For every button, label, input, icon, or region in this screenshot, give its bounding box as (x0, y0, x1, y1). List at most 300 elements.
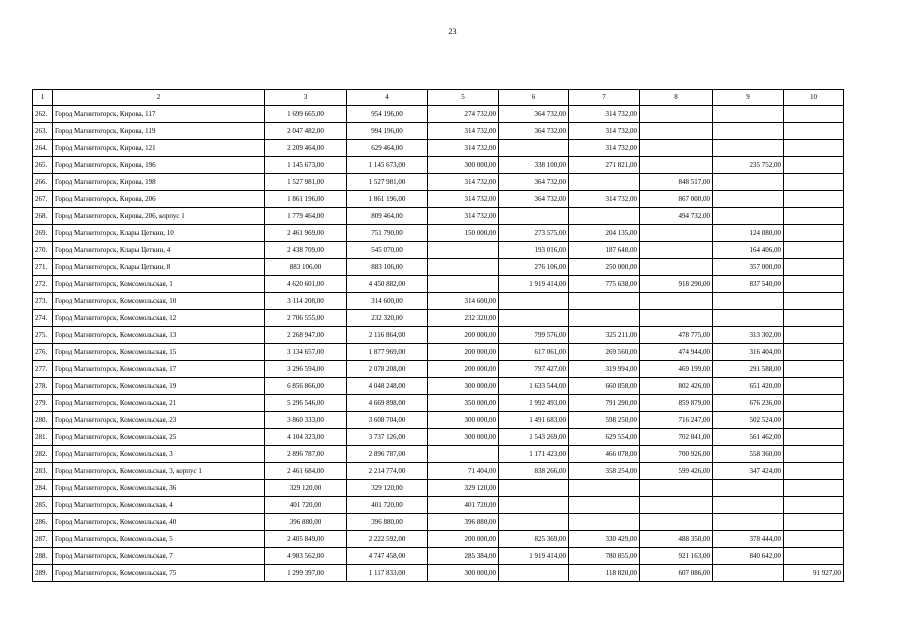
value-cell: 802 426,00 (640, 378, 713, 395)
row-index-cell: 281. (33, 429, 53, 446)
value-cell: 4 747 458,00 (347, 548, 428, 565)
value-cell (640, 242, 713, 259)
value-cell: 2 405 849,00 (265, 531, 347, 548)
row-index-cell: 266. (33, 174, 53, 191)
row-index-cell: 267. (33, 191, 53, 208)
value-cell (784, 497, 844, 514)
value-cell: 91 927,00 (784, 565, 844, 582)
table-row (33, 463, 844, 480)
table-row (33, 514, 844, 531)
table-row (33, 225, 844, 242)
value-cell: 840 642,00 (713, 548, 784, 565)
row-index-cell: 270. (33, 242, 53, 259)
value-cell (499, 497, 569, 514)
value-cell (784, 208, 844, 225)
column-header-5: 5 (428, 90, 499, 106)
value-cell (428, 259, 499, 276)
value-cell (784, 293, 844, 310)
value-cell: 6 856 866,00 (265, 378, 347, 395)
value-cell: 716 247,00 (640, 412, 713, 429)
value-cell: 751 790,00 (347, 225, 428, 242)
value-cell (569, 293, 640, 310)
value-cell: 1 491 683,00 (499, 412, 569, 429)
value-cell: 1 117 833,00 (347, 565, 428, 582)
address-cell: Город Магнитогорск, Кирова, 117 (53, 106, 265, 123)
row-index-cell: 284. (33, 480, 53, 497)
value-cell: 867 000,00 (640, 191, 713, 208)
value-cell: 1 527 981,00 (347, 174, 428, 191)
row-index-cell: 262. (33, 106, 53, 123)
value-cell: 2 461 684,00 (265, 463, 347, 480)
value-cell: 651 420,00 (713, 378, 784, 395)
value-cell: 1 543 269,00 (499, 429, 569, 446)
value-cell: 799 576,00 (499, 327, 569, 344)
value-cell: 2 116 864,00 (347, 327, 428, 344)
value-cell: 396 880,00 (265, 514, 347, 531)
row-index-cell: 279. (33, 395, 53, 412)
value-cell: 1 633 544,00 (499, 378, 569, 395)
value-cell: 269 560,00 (569, 344, 640, 361)
value-cell: 71 404,00 (428, 463, 499, 480)
table-row (33, 310, 844, 327)
value-cell: 4 669 898,00 (347, 395, 428, 412)
value-cell: 837 540,00 (713, 276, 784, 293)
value-cell: 357 000,00 (713, 259, 784, 276)
row-index-cell: 273. (33, 293, 53, 310)
address-cell: Город Магнитогорск, Кирова, 206 (53, 191, 265, 208)
value-cell: 313 302,00 (713, 327, 784, 344)
row-index-cell: 271. (33, 259, 53, 276)
table-row (33, 446, 844, 463)
value-cell (713, 191, 784, 208)
value-cell: 1 145 673,00 (265, 157, 347, 174)
value-cell: 1 919 414,00 (499, 276, 569, 293)
value-cell: 314 732,00 (569, 123, 640, 140)
value-cell (784, 344, 844, 361)
value-cell: 1 699 665,00 (265, 106, 347, 123)
row-index-cell: 274. (33, 310, 53, 327)
row-index-cell: 280. (33, 412, 53, 429)
value-cell: 124 080,00 (713, 225, 784, 242)
data-table (32, 89, 844, 582)
value-cell: 545 070,00 (347, 242, 428, 259)
value-cell: 4 450 882,00 (347, 276, 428, 293)
value-cell: 1 861 196,00 (265, 191, 347, 208)
value-cell (784, 514, 844, 531)
value-cell (713, 208, 784, 225)
value-cell: 232 320,00 (347, 310, 428, 327)
value-cell: 3 737 126,00 (347, 429, 428, 446)
value-cell: 5 296 546,00 (265, 395, 347, 412)
value-cell: 316 404,00 (713, 344, 784, 361)
value-cell: 193 016,00 (499, 242, 569, 259)
column-header-4: 4 (347, 90, 428, 106)
table-row (33, 548, 844, 565)
value-cell (784, 276, 844, 293)
value-cell: 401 720,00 (347, 497, 428, 514)
row-index-cell: 285. (33, 497, 53, 514)
value-cell: 3 114 208,00 (265, 293, 347, 310)
value-cell: 1 299 397,00 (265, 565, 347, 582)
table-row (33, 276, 844, 293)
value-cell (640, 225, 713, 242)
value-cell (784, 225, 844, 242)
table-row (33, 429, 844, 446)
column-header-1: 1 (33, 90, 53, 106)
value-cell: 775 638,00 (569, 276, 640, 293)
table-row (33, 327, 844, 344)
value-cell: 291 588,00 (713, 361, 784, 378)
value-cell: 1 779 464,00 (265, 208, 347, 225)
value-cell: 883 106,00 (347, 259, 428, 276)
value-cell: 378 444,00 (713, 531, 784, 548)
address-cell: Город Магнитогорск, Кирова, 198 (53, 174, 265, 191)
header-row (33, 90, 844, 106)
value-cell (569, 497, 640, 514)
value-cell (428, 242, 499, 259)
value-cell (713, 480, 784, 497)
value-cell: 1 992 493,00 (499, 395, 569, 412)
value-cell: 4 620 601,00 (265, 276, 347, 293)
value-cell (784, 480, 844, 497)
table-row (33, 497, 844, 514)
value-cell: 676 236,00 (713, 395, 784, 412)
row-index-cell: 265. (33, 157, 53, 174)
value-cell: 2 214 774,00 (347, 463, 428, 480)
value-cell: 314 732,00 (428, 208, 499, 225)
address-cell: Город Магнитогорск, Комсомольская, 40 (53, 514, 265, 531)
value-cell (784, 259, 844, 276)
value-cell: 200 000,00 (428, 531, 499, 548)
value-cell: 274 732,00 (428, 106, 499, 123)
value-cell: 838 266,00 (499, 463, 569, 480)
value-cell: 2 896 787,00 (347, 446, 428, 463)
value-cell (499, 480, 569, 497)
table-row (33, 361, 844, 378)
table-row (33, 565, 844, 582)
column-header-2: 2 (53, 90, 265, 106)
column-header-6: 6 (499, 90, 569, 106)
value-cell: 350 000,00 (428, 395, 499, 412)
value-cell (784, 157, 844, 174)
value-cell (784, 242, 844, 259)
address-cell: Город Магнитогорск, Комсомольская, 3 (53, 446, 265, 463)
value-cell (713, 140, 784, 157)
value-cell (713, 293, 784, 310)
row-index-cell: 288. (33, 548, 53, 565)
table-row (33, 412, 844, 429)
value-cell: 364 732,00 (499, 123, 569, 140)
table-row (33, 259, 844, 276)
value-cell (784, 531, 844, 548)
address-cell: Город Магнитогорск, Комсомольская, 17 (53, 361, 265, 378)
value-cell: 300 000,00 (428, 378, 499, 395)
value-cell (784, 123, 844, 140)
value-cell: 617 061,00 (499, 344, 569, 361)
value-cell: 118 820,00 (569, 565, 640, 582)
table-row (33, 480, 844, 497)
value-cell (713, 123, 784, 140)
value-cell: 1 919 414,00 (499, 548, 569, 565)
value-cell: 599 426,00 (640, 463, 713, 480)
value-cell: 330 429,00 (569, 531, 640, 548)
row-index-cell: 277. (33, 361, 53, 378)
value-cell: 629 464,00 (347, 140, 428, 157)
address-cell: Город Магнитогорск, Кирова, 121 (53, 140, 265, 157)
value-cell: 300 000,00 (428, 157, 499, 174)
row-index-cell: 276. (33, 344, 53, 361)
value-cell (713, 310, 784, 327)
value-cell: 364 732,00 (499, 106, 569, 123)
address-cell: Город Магнитогорск, Кирова, 206, корпус 1 (53, 208, 265, 225)
value-cell (569, 480, 640, 497)
table-row (33, 208, 844, 225)
value-cell: 314 732,00 (569, 106, 640, 123)
column-header-3: 3 (265, 90, 347, 106)
value-cell: 921 163,00 (640, 548, 713, 565)
value-cell (784, 361, 844, 378)
value-cell: 329 120,00 (428, 480, 499, 497)
table-row (33, 123, 844, 140)
row-index-cell: 287. (33, 531, 53, 548)
value-cell (428, 446, 499, 463)
value-cell: 1 171 423,00 (499, 446, 569, 463)
value-cell: 3 134 657,00 (265, 344, 347, 361)
table-row (33, 531, 844, 548)
address-cell: Город Магнитогорск, Клары Цеткин, 10 (53, 225, 265, 242)
value-cell: 164 406,00 (713, 242, 784, 259)
value-cell (569, 310, 640, 327)
value-cell: 2 268 947,00 (265, 327, 347, 344)
value-cell: 285 384,00 (428, 548, 499, 565)
value-cell: 2 461 969,00 (265, 225, 347, 242)
value-cell (499, 140, 569, 157)
value-cell: 700 926,00 (640, 446, 713, 463)
value-cell: 1 145 673,00 (347, 157, 428, 174)
value-cell: 401 720,00 (265, 497, 347, 514)
table-row (33, 344, 844, 361)
row-index-cell: 289. (33, 565, 53, 582)
value-cell: 558 360,00 (713, 446, 784, 463)
value-cell: 797 427,00 (499, 361, 569, 378)
value-cell: 2 209 464,00 (265, 140, 347, 157)
value-cell: 314 600,00 (428, 293, 499, 310)
row-index-cell: 286. (33, 514, 53, 531)
value-cell: 4 048 248,00 (347, 378, 428, 395)
value-cell (784, 191, 844, 208)
value-cell: 401 720,00 (428, 497, 499, 514)
row-index-cell: 263. (33, 123, 53, 140)
value-cell: 629 554,00 (569, 429, 640, 446)
value-cell: 4 104 323,00 (265, 429, 347, 446)
value-cell: 150 000,00 (428, 225, 499, 242)
table-row (33, 293, 844, 310)
table-header (33, 90, 844, 106)
address-cell: Город Магнитогорск, Комсомольская, 25 (53, 429, 265, 446)
value-cell (640, 497, 713, 514)
value-cell (784, 412, 844, 429)
value-cell (499, 310, 569, 327)
value-cell (784, 378, 844, 395)
value-cell: 478 775,00 (640, 327, 713, 344)
table-body (33, 106, 844, 582)
address-cell: Город Магнитогорск, Комсомольская, 7 (53, 548, 265, 565)
value-cell: 4 983 562,00 (265, 548, 347, 565)
value-cell: 1 527 981,00 (265, 174, 347, 191)
value-cell: 300 000,00 (428, 412, 499, 429)
table-row (33, 242, 844, 259)
value-cell: 660 858,00 (569, 378, 640, 395)
address-cell: Город Магнитогорск, Комсомольская, 15 (53, 344, 265, 361)
value-cell: 314 732,00 (428, 123, 499, 140)
value-cell (640, 514, 713, 531)
value-cell (713, 174, 784, 191)
value-cell (784, 140, 844, 157)
value-cell: 200 000,00 (428, 344, 499, 361)
value-cell: 347 424,00 (713, 463, 784, 480)
row-index-cell: 272. (33, 276, 53, 293)
value-cell (640, 123, 713, 140)
value-cell (784, 327, 844, 344)
value-cell (499, 565, 569, 582)
value-cell: 3 296 594,00 (265, 361, 347, 378)
value-cell: 364 732,00 (499, 191, 569, 208)
address-cell: Город Магнитогорск, Комсомольская, 36 (53, 480, 265, 497)
column-header-10: 10 (784, 90, 844, 106)
address-cell: Город Магнитогорск, Комсомольская, 10 (53, 293, 265, 310)
value-cell: 474 944,00 (640, 344, 713, 361)
value-cell: 3 608 704,00 (347, 412, 428, 429)
value-cell (499, 514, 569, 531)
value-cell (713, 106, 784, 123)
address-cell: Город Магнитогорск, Клары Цеткин, 4 (53, 242, 265, 259)
value-cell (784, 548, 844, 565)
value-cell (784, 174, 844, 191)
value-cell: 918 290,00 (640, 276, 713, 293)
value-cell: 235 752,00 (713, 157, 784, 174)
value-cell (640, 293, 713, 310)
value-cell: 325 211,00 (569, 327, 640, 344)
value-cell (713, 565, 784, 582)
value-cell: 271 821,00 (569, 157, 640, 174)
value-cell (784, 106, 844, 123)
value-cell: 314 600,00 (347, 293, 428, 310)
value-cell (640, 157, 713, 174)
value-cell: 273 575,00 (499, 225, 569, 242)
address-cell: Город Магнитогорск, Комсомольская, 19 (53, 378, 265, 395)
column-header-7: 7 (569, 90, 640, 106)
value-cell: 3 860 333,00 (265, 412, 347, 429)
value-cell (640, 106, 713, 123)
value-cell (428, 276, 499, 293)
value-cell: 702 841,00 (640, 429, 713, 446)
row-index-cell: 264. (33, 140, 53, 157)
value-cell: 2 047 482,00 (265, 123, 347, 140)
row-index-cell: 282. (33, 446, 53, 463)
row-index-cell: 269. (33, 225, 53, 242)
value-cell: 200 000,00 (428, 327, 499, 344)
value-cell: 859 879,00 (640, 395, 713, 412)
value-cell: 883 106,00 (265, 259, 347, 276)
value-cell (784, 463, 844, 480)
value-cell: 250 000,00 (569, 259, 640, 276)
column-header-9: 9 (713, 90, 784, 106)
value-cell: 314 732,00 (428, 174, 499, 191)
value-cell (499, 293, 569, 310)
table-row (33, 140, 844, 157)
value-cell (713, 514, 784, 531)
value-cell (569, 174, 640, 191)
address-cell: Город Магнитогорск, Комсомольская, 4 (53, 497, 265, 514)
value-cell (640, 310, 713, 327)
row-index-cell: 268. (33, 208, 53, 225)
row-index-cell: 275. (33, 327, 53, 344)
value-cell: 994 196,00 (347, 123, 428, 140)
value-cell: 780 855,00 (569, 548, 640, 565)
page-number: 23 (448, 27, 457, 36)
value-cell: 358 254,00 (569, 463, 640, 480)
address-cell: Город Магнитогорск, Комсомольская, 3, корпус 1 (53, 463, 265, 480)
value-cell (569, 208, 640, 225)
value-cell: 314 732,00 (569, 140, 640, 157)
table-row (33, 106, 844, 123)
value-cell: 314 732,00 (569, 191, 640, 208)
table-row (33, 191, 844, 208)
value-cell: 2 438 709,00 (265, 242, 347, 259)
value-cell: 204 135,00 (569, 225, 640, 242)
value-cell (640, 480, 713, 497)
value-cell: 2 896 787,00 (265, 446, 347, 463)
value-cell (784, 310, 844, 327)
value-cell: 954 196,00 (347, 106, 428, 123)
value-cell: 329 120,00 (265, 480, 347, 497)
value-cell: 598 250,00 (569, 412, 640, 429)
value-cell: 488 350,00 (640, 531, 713, 548)
value-cell: 502 524,00 (713, 412, 784, 429)
value-cell: 466 078,00 (569, 446, 640, 463)
value-cell: 1 877 969,00 (347, 344, 428, 361)
address-cell: Город Магнитогорск, Комсомольская, 21 (53, 395, 265, 412)
value-cell: 1 861 196,00 (347, 191, 428, 208)
address-cell: Город Магнитогорск, Комсомольская, 1 (53, 276, 265, 293)
address-cell: Город Магнитогорск, Кирова, 196 (53, 157, 265, 174)
value-cell: 809 464,00 (347, 208, 428, 225)
value-cell: 329 120,00 (347, 480, 428, 497)
value-cell: 300 000,00 (428, 565, 499, 582)
address-cell: Город Магнитогорск, Комсомольская, 13 (53, 327, 265, 344)
value-cell: 791 290,00 (569, 395, 640, 412)
address-cell: Город Магнитогорск, Комсомольская, 12 (53, 310, 265, 327)
value-cell: 825 369,00 (499, 531, 569, 548)
value-cell (784, 395, 844, 412)
value-cell (569, 514, 640, 531)
value-cell: 469 199,00 (640, 361, 713, 378)
value-cell: 396 880,00 (428, 514, 499, 531)
address-cell: Город Магнитогорск, Кирова, 119 (53, 123, 265, 140)
row-index-cell: 283. (33, 463, 53, 480)
value-cell: 187 648,00 (569, 242, 640, 259)
address-cell: Город Магнитогорск, Клары Цеткин, 8 (53, 259, 265, 276)
row-index-cell: 278. (33, 378, 53, 395)
value-cell (784, 429, 844, 446)
address-cell: Город Магнитогорск, Комсомольская, 23 (53, 412, 265, 429)
table-row (33, 395, 844, 412)
table-row (33, 157, 844, 174)
value-cell: 2 222 592,00 (347, 531, 428, 548)
value-cell: 364 732,00 (499, 174, 569, 191)
value-cell (640, 140, 713, 157)
address-cell: Город Магнитогорск, Комсомольская, 75 (53, 565, 265, 582)
